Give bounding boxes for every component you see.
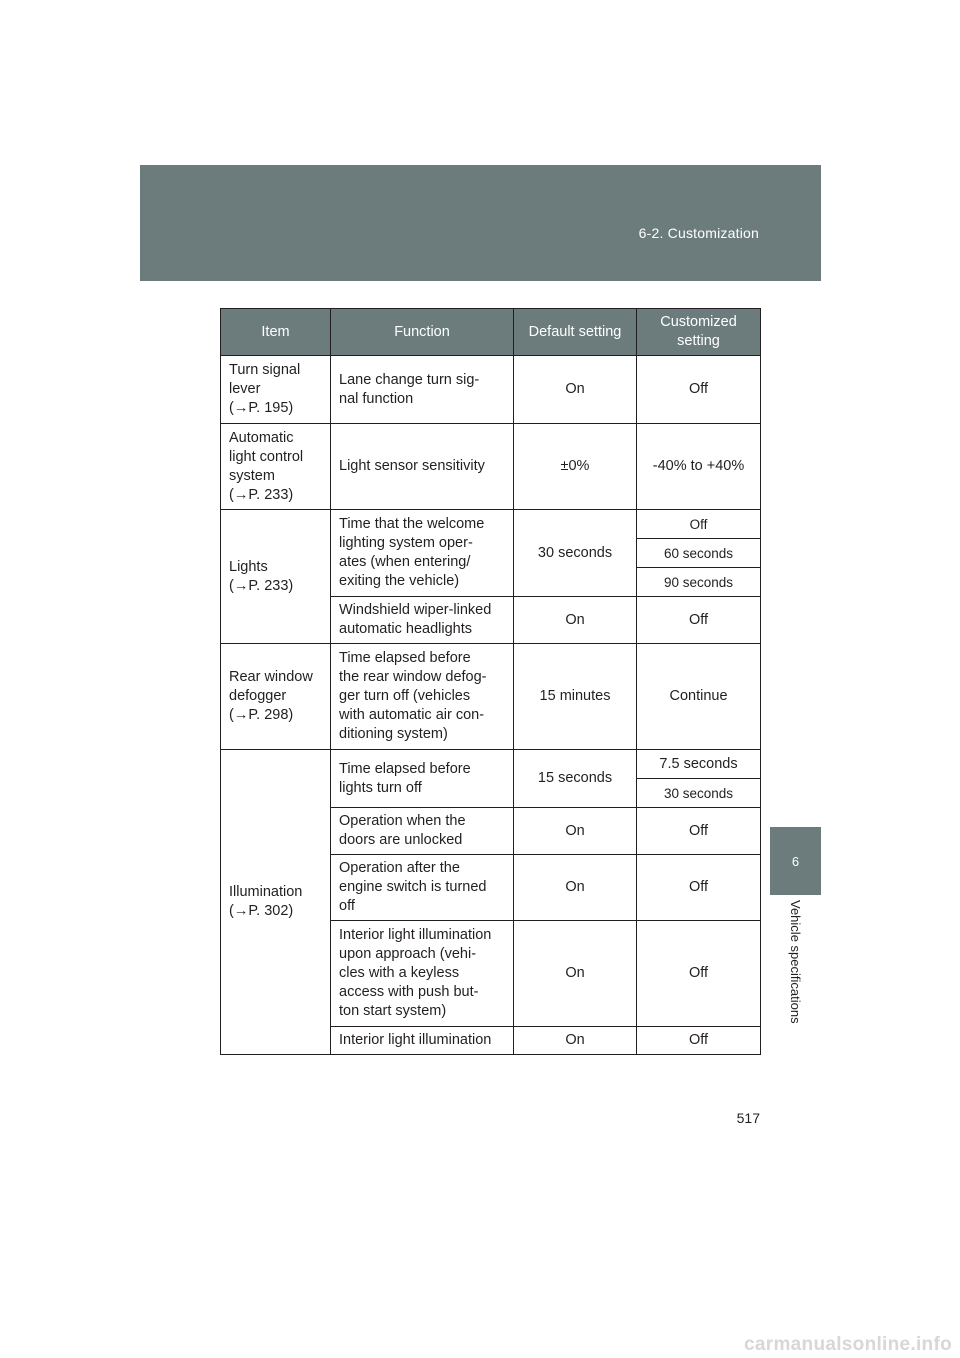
table-row [221, 644, 761, 750]
customized-cell: Off [637, 1027, 761, 1055]
customized-cell: Off [637, 597, 761, 644]
function-cell: Interior light illumination [331, 1027, 514, 1055]
default-cell: On [514, 855, 637, 921]
customized-cell: 7.5 seconds [637, 750, 761, 779]
table-row [221, 750, 761, 779]
default-cell: 30 seconds [514, 510, 637, 597]
header-item: Item [221, 309, 331, 356]
item-cell: Illumination (→P. 302) [221, 750, 331, 1055]
customized-cell: Off [637, 510, 761, 539]
table-row [221, 510, 761, 539]
function-cell: Light sensor sensitivity [331, 424, 514, 510]
customized-cell: 60 seconds [637, 539, 761, 568]
default-cell: 15 minutes [514, 644, 637, 750]
default-cell: On [514, 808, 637, 855]
function-cell: Interior light illumination upon approach (vehi- cles with a keyless access with push but- ton start system) [331, 921, 514, 1027]
table-row [221, 424, 761, 510]
header-function: Function [331, 309, 514, 356]
customized-cell: -40% to +40% [637, 424, 761, 510]
section-header-band [140, 165, 821, 281]
item-cell: Turn signal lever (→P. 195) [221, 356, 331, 424]
chapter-number: 6 [791, 854, 800, 869]
default-cell: ±0% [514, 424, 637, 510]
customized-cell: Off [637, 921, 761, 1027]
function-cell: Operation when the doors are unlocked [331, 808, 514, 855]
function-cell: Operation after the engine switch is turned off [331, 855, 514, 921]
customized-cell: Off [637, 356, 761, 424]
section-title: 6-2. Customization [638, 225, 759, 241]
customized-cell: 90 seconds [637, 568, 761, 597]
function-cell: Time elapsed before lights turn off [331, 750, 514, 808]
default-cell: On [514, 921, 637, 1027]
function-cell: Windshield wiper-linked automatic headlights [331, 597, 514, 644]
customized-cell: 30 seconds [637, 779, 761, 808]
chapter-tab [770, 827, 821, 895]
customized-cell: Continue [637, 644, 761, 750]
page-number: 517 [736, 1110, 760, 1126]
function-cell: Time elapsed before the rear window defog- ger turn off (vehicles with automatic air con- ditioning system) [331, 644, 514, 750]
item-cell: Automatic light control system (→P. 233) [221, 424, 331, 510]
customization-table [220, 308, 761, 1055]
header-customized-setting: Customized setting [637, 309, 761, 356]
watermark-text: carmanualsonline.info [744, 1334, 952, 1355]
header-default-setting: Default setting [514, 309, 637, 356]
default-cell: 15 seconds [514, 750, 637, 808]
default-cell: On [514, 597, 637, 644]
table-header-row [221, 309, 761, 356]
default-cell: On [514, 1027, 637, 1055]
default-cell: On [514, 356, 637, 424]
item-cell: Lights (→P. 233) [221, 510, 331, 644]
table-row [221, 356, 761, 424]
customized-cell: Off [637, 855, 761, 921]
chapter-label: Vehicle specifications [788, 900, 803, 1024]
item-cell: Rear window defogger (→P. 298) [221, 644, 331, 750]
function-cell: Lane change turn sig- nal function [331, 356, 514, 424]
function-cell: Time that the welcome lighting system oper- ates (when entering/ exiting the vehicle) [331, 510, 514, 597]
customized-cell: Off [637, 808, 761, 855]
